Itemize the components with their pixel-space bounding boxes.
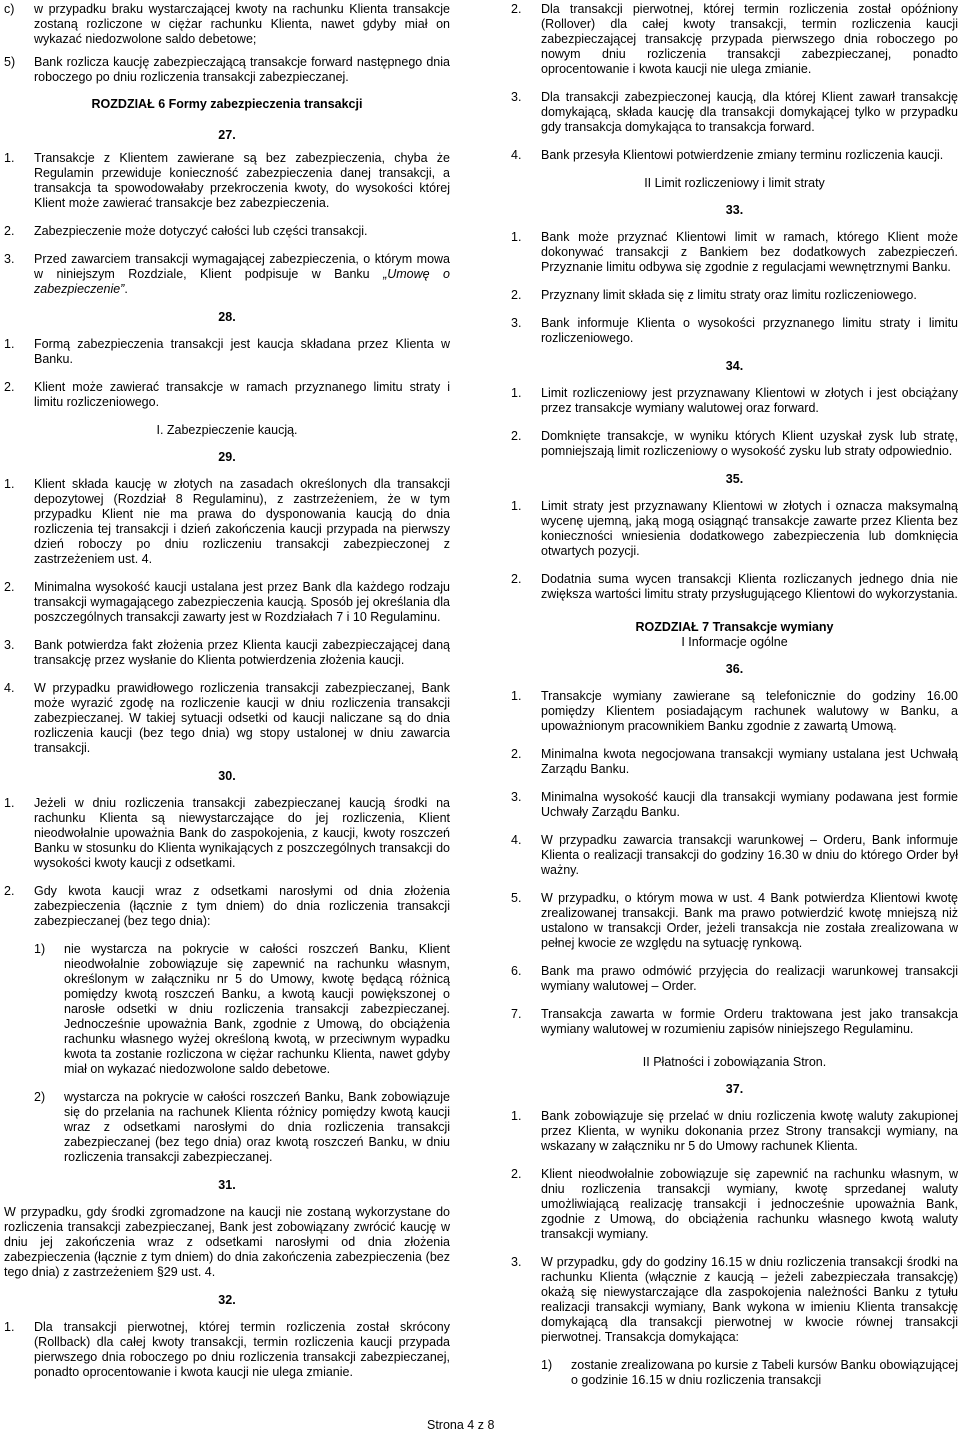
item-text: Gdy kwota kaucji wraz z odsetkami narosłymi od dnia złożenia zabezpieczenia (łącznie z tym dniem) do dnia rozliczenia transakcji zabezpieczanej (bez tego dnia): [34, 884, 450, 928]
chapter-heading: ROZDZIAŁ 6 Formy zabezpieczenia transakcji [91, 97, 363, 111]
item-text: Bank może przyznać Klientowi limit w ramach, którego Klient może dokonywać transakcji z Bankiem bez dodatkowych zabezpieczeń. Przyznanie limitu odbywa się zgodnie z regulacjami wewnętrznymi Banku. [541, 230, 958, 274]
section-heading: 34. [725, 359, 744, 373]
item-number: 3. [4, 638, 15, 652]
item-text: Limit rozliczeniowy jest przyznawany Klientowi w złotych i jest obciążany przez transakcje wymiany walutowej oraz forward. [541, 386, 958, 415]
left-column [4, 2, 450, 1393]
list-item [511, 230, 958, 275]
list-item [511, 833, 958, 878]
item-text: Transakcje wymiany zawierane są telefonicznie do godziny 16.00 pomiędzy Klientem posiadającym rachunek walutowy w Banku, a upoważnionym pracownikiem Banku zgodnie z zawartą Umową. [541, 689, 958, 733]
item-number: 6. [511, 964, 522, 978]
item-text: Limit straty jest przyznawany Klientowi w złotych i oznacza maksymalną wycenę ujemną, jaką mogą osiągnąć transakcje zawarte przez Klienta bez konieczności wniesienia dodatkowego zabezpieczenia lub domknięcia otwartych pozycji. [541, 499, 958, 558]
section-heading: 31. [218, 1178, 236, 1192]
item-number: 2) [34, 1090, 46, 1104]
item-number: 1. [511, 689, 522, 703]
page-number: Strona 4 z 8 [427, 1418, 495, 1432]
item-number: 4. [511, 833, 522, 847]
item-text: w przypadku braku wystarczającej kwoty na rachunku Klienta transakcje zostaną rozliczone w ciężar rachunku Klienta, nawet gdyby miał on wykazać niedozwolone saldo debetowe; [34, 2, 450, 46]
list-item [4, 252, 450, 297]
item-number: 2. [4, 884, 15, 898]
item-number: 2. [511, 747, 522, 761]
sub-list-item [34, 1090, 450, 1165]
item-number: 2. [511, 572, 522, 586]
list-item [4, 580, 450, 625]
list-item [4, 638, 450, 668]
item-number: 2. [4, 224, 15, 238]
section-heading: 35. [725, 472, 744, 486]
item-number: 1. [511, 499, 522, 513]
item-number: 5. [511, 891, 522, 905]
paragraph: W przypadku, gdy środki zgromadzone na kaucji nie zostaną wykorzystane do rozliczenia transakcji zabezpieczanej, Bank jest zobowiązany zwrócić kaucję w dniu jej zakończenia wraz z odsetkami narosłymi od dnia złożenia zabezpieczenia (łącznie z tym dniem) do dnia zakończenia zabezpieczenia (bez tego dnia) z zastrzeżeniem §29 ust. 4. [4, 1205, 450, 1279]
right-column [511, 2, 958, 1401]
item-number: 2. [511, 429, 522, 443]
section-heading: 36. [725, 662, 744, 676]
subsection-heading: I Informacje ogólne [681, 635, 788, 649]
list-item [511, 891, 958, 951]
item-number: 3. [511, 90, 522, 104]
list-item [511, 90, 958, 135]
item-text: W przypadku prawidłowego rozliczenia transakcji zabezpieczanej, Bank może wyrazić zgodę na rozliczenie kaucji w dniu rozliczenia transakcji zabezpieczanej. W takiej sytuacji odsetki od kaucji naliczane są do dnia rozliczenia kaucji (bez tego dnia) wg stopy ustalonej w dniu zawarcia transakcji. [34, 681, 450, 755]
item-number: 1. [4, 1320, 15, 1334]
item-text: Klient nieodwołalnie zobowiązuje się zapewnić na rachunku własnym, w dniu rozliczenia transakcji wymiany, kwotę sprzedanej waluty umożliwiającą realizację transakcji i jednocześnie upoważnia Bank, zgodnie z Umową, do obciążenia rachunku własnego kwotą waluty transakcji wymiany. [541, 1167, 958, 1241]
item-text: Domknięte transakcje, w wyniku których Klient uzyskał zysk lub stratę, pomniejszają limit rozliczeniowy o wysokość zysku lub straty odpowiednio. [541, 429, 958, 458]
list-item [4, 151, 450, 211]
item-text: Bank rozlicza kaucję zabezpieczającą transakcje forward następnego dnia roboczego po dniu rozliczenia transakcji zabezpieczanej. [34, 55, 450, 84]
list-item [511, 964, 958, 994]
list-item [511, 429, 958, 459]
list-item [511, 747, 958, 777]
item-number: 2. [4, 580, 15, 594]
chapter-heading: ROZDZIAŁ 7 Transakcje wymiany [635, 620, 834, 634]
section-heading: 29. [218, 450, 236, 464]
item-text: Formą zabezpieczenia transakcji jest kaucja składana przez Klienta w Banku. [34, 337, 450, 366]
item-number: 1. [511, 230, 522, 244]
section-heading: 33. [725, 203, 744, 217]
item-number: 7. [511, 1007, 522, 1021]
item-text: Jeżeli w dniu rozliczenia transakcji zabezpieczanej kaucją środki na rachunku Klienta są niewystarczające do jej rozliczenia, Klient nieodwołalnie upoważnia Bank do zaspokojenia, z kaucji, kwoty roszczeń Banku w stosunku do Klienta wynikających z poszczególnych transakcji do wysokości kwoty kaucji z odsetkami. [34, 796, 450, 870]
item-number: 3. [511, 1255, 522, 1269]
item-text: nie wystarcza na pokrycie w całości roszczeń Banku, Klient nieodwołalnie zobowiązuje się zapewnić na rachunku własnym, określonym w załączniku nr 5 do Umowy, kwotę będącą różnicą pomiędzy kwotą roszczeń Banku, a kwotą kaucji powiększonej o narosłe odsetki w dniu rozliczenia transakcji zabezpieczanej. Jednocześnie upoważnia Bank, zgodnie z Umową, do obciążenia rachunku własnego wyżej określoną kwotą, w przeciwnym wypadku kwota ta zostanie rozliczona w ciężar rachunku Klienta, nawet gdyby miał on wykazać niedozwolone saldo debetowe. [64, 942, 450, 1076]
text-run: Przed zawarciem transakcji wymagającej zabezpieczenia, o którym mowa w niniejszym Rozdziale, Klient podpisuje w Banku [34, 252, 450, 281]
item-number: 1. [4, 151, 15, 165]
item-text [34, 252, 450, 297]
item-text: Dla transakcji zabezpieczonej kaucją, dla której Klient zawarł transakcję domykającą, składa kaucję dla transakcji domykającej tylko w przypadku gdy transakcja domykająca to transakcja forward. [541, 90, 958, 134]
list-item [511, 1007, 958, 1037]
item-number: 1. [4, 477, 15, 491]
list-item [511, 689, 958, 734]
item-number: 2. [511, 288, 522, 302]
item-text: W przypadku zawarcia transakcji warunkowej – Orderu, Bank informuje Klienta o realizacji transakcji do godziny 16.30 w dniu do którego Order był ważny. [541, 833, 958, 877]
subsection-heading: II Limit rozliczeniowy i limit straty [644, 176, 825, 190]
list-item [4, 477, 450, 567]
list-item [511, 148, 958, 163]
item-text: Przyznany limit składa się z limitu straty oraz limitu rozliczeniowego. [541, 288, 917, 302]
item-number: 1) [541, 1358, 553, 1372]
list-item [511, 1109, 958, 1154]
italic-run: „Umowę o zabezpieczenie” [34, 267, 450, 296]
list-item [4, 2, 450, 47]
item-number: 2. [511, 1167, 522, 1181]
item-text: Bank informuje Klienta o wysokości przyznanego limitu straty i limitu rozliczeniowego. [541, 316, 958, 345]
list-item [511, 2, 958, 77]
section-heading: 28. [218, 310, 236, 324]
item-text: Klient składa kaucję w złotych na zasadach określonych dla transakcji depozytowej (Rozdział 8 Regulaminu), z zastrzeżeniem, że w tym przypadku Klient nie ma prawa do dysponowania kaucją do dnia rozliczenia tej transakcji i dzień zakończenia kaucji przypada na pierwszy dzień roboczy po dniu rozliczeniu transakcji zabezpieczonej z zastrzeżeniem ust. 4. [34, 477, 450, 566]
item-text: Dla transakcji pierwotnej, której termin rozliczenia został opóźniony (Rollover) dla całej kwoty transakcji, termin rozliczenia kaucji zabezpieczającej transakcję przypada pierwszego dnia roboczego po nowym dniu rozliczenia transakcji zabezpieczanej, ponadto oprocentowanie i kwota kaucji nie ulega zmianie. [541, 2, 958, 76]
item-number: 2. [4, 380, 15, 394]
sub-list-item [34, 942, 450, 1077]
item-number: 3. [4, 252, 15, 266]
subsection-heading: I. Zabezpieczenie kaucją. [156, 423, 298, 437]
subsection-heading: II Płatności i zobowiązania Stron. [642, 1055, 827, 1069]
list-item [4, 884, 450, 929]
item-number: 5) [4, 55, 16, 69]
item-text: Transakcja zawarta w formie Orderu traktowana jest jako transakcja wymiany walutowej w rozumieniu zapisów niniejszego Regulaminu. [541, 1007, 958, 1036]
list-item [4, 1320, 450, 1380]
item-text: wystarcza na pokrycie w całości roszczeń Banku, Bank zobowiązuje się do przelania na rachunek Klienta różnicy pomiędzy kwotą kaucji wraz z odsetkami narosłymi do dnia rozliczenia transakcji zabezpieczanej (bez tego dnia) oraz kwotą roszczeń Banku, w dniu rozliczenia transakcji zabezpieczanej. [64, 1090, 450, 1164]
item-text: Klient może zawierać transakcje w ramach przyznanego limitu straty i limitu rozliczeniowego. [34, 380, 450, 409]
text-run: . [124, 282, 128, 296]
list-item [511, 1167, 958, 1242]
item-number: 1. [4, 796, 15, 810]
item-text: Bank ma prawo odmówić przyjęcia do realizacji warunkowej transakcji wymiany walutowej – Order. [541, 964, 958, 993]
section-heading: 32. [218, 1293, 236, 1307]
item-text: Minimalna wysokość kaucji ustalana jest przez Bank dla każdego rodzaju transakcji wymagającego zabezpieczenia kaucją. Sposób jej określania dla poszczególnych transakcji zawarty jest w Rozdziałach 7 i 10 Regulaminu. [34, 580, 450, 624]
item-number: 1) [34, 942, 46, 956]
list-item [4, 224, 450, 239]
item-number: 3. [511, 316, 522, 330]
item-number: 2. [511, 2, 522, 16]
item-number: 4. [511, 148, 522, 162]
section-heading: 37. [725, 1082, 744, 1096]
list-item [4, 55, 450, 85]
item-text: Bank potwierdza fakt złożenia przez Klienta kaucji zabezpieczającej daną transakcję przez wysłanie do Klienta potwierdzenia złożenia kaucji. [34, 638, 450, 667]
item-text: W przypadku, gdy do godziny 16.15 w dniu rozliczenia transakcji środki na rachunku Klienta (włącznie z kaucją – jeżeli zabezpieczała transakcję) okażą się niewystarczające dla zaspokojenia należności Banku z tytułu realizacji transakcji wymiany, Bank wykona w imieniu Klienta transakcję domykającą dla transakcji pierwotnej w kwocie równej transakcji pierwotnej. Transakcja domykająca: [541, 1255, 958, 1344]
item-text: Dla transakcji pierwotnej, której termin rozliczenia został skrócony (Rollback) dla całej kwoty transakcji, termin rozliczenia kaucji przypada pierwszego dnia roboczego po dniu rozliczenia transakcji zabezpieczanej, ponadto oprocentowanie i kwota kaucji nie ulega zmianie. [34, 1320, 450, 1379]
item-number: 3. [511, 790, 522, 804]
item-text: W przypadku, o którym mowa w ust. 4 Bank potwierdza Klientowi kwotę zrealizowanej transakcji. Bank ma prawo potwierdzić kwotę mniejszą niż ustalono w transakcji Order, jeżeli transakcja nie została zrealizowana w pełnej kwocie ze względu na sytuację rynkową. [541, 891, 958, 950]
item-text: Zabezpieczenie może dotyczyć całości lub części transakcji. [34, 224, 368, 238]
sub-list-item [541, 1358, 958, 1388]
list-item [511, 386, 958, 416]
list-item [4, 337, 450, 367]
list-item [511, 1255, 958, 1345]
list-item [4, 380, 450, 410]
item-text: Minimalna wysokość kaucji dla transakcji wymiany podawana jest formie Uchwały Zarządu Banku. [541, 790, 958, 819]
item-number: 1. [511, 1109, 522, 1123]
list-item [4, 796, 450, 871]
list-item [4, 681, 450, 756]
list-item [511, 499, 958, 559]
item-text: Bank przesyła Klientowi potwierdzenie zmiany terminu rozliczenia kaucji. [541, 148, 944, 162]
item-number: 4. [4, 681, 15, 695]
item-text: Dodatnia suma wycen transakcji Klienta rozliczanych jednego dnia nie zwiększa wartości limitu straty przysługującego Klientowi do wykorzystania. [541, 572, 958, 601]
item-text: Transakcje z Klientem zawierane są bez zabezpieczenia, chyba że Regulamin przewiduje konieczność zabezpieczenia danej transakcji, a transakcja ta spowodowałaby przekroczenia kwoty, do wysokości której Klient może zawierać transakcje bez zabezpieczenia. [34, 151, 450, 210]
item-number: 1. [511, 386, 522, 400]
item-text: Bank zobowiązuje się przelać w dniu rozliczenia kwotę waluty zakupionej przez Klienta, w wyniku dokonania przez Strony transakcji wymiany, na wskazany w załączniku nr 5 do Umowy rachunek Klienta. [541, 1109, 958, 1153]
section-heading: 30. [218, 769, 236, 783]
section-heading: 27. [218, 128, 236, 142]
list-item [511, 572, 958, 602]
item-text: Minimalna kwota negocjowana transakcji wymiany ustalana jest Uchwałą Zarządu Banku. [541, 747, 958, 776]
item-number: c) [4, 2, 15, 16]
list-item [511, 316, 958, 346]
list-item [511, 790, 958, 820]
item-number: 1. [4, 337, 15, 351]
list-item [511, 288, 958, 303]
item-text: zostanie zrealizowana po kursie z Tabeli kursów Banku obowiązującej o godzinie 16.15 w dniu rozliczenia transakcji [571, 1358, 958, 1387]
